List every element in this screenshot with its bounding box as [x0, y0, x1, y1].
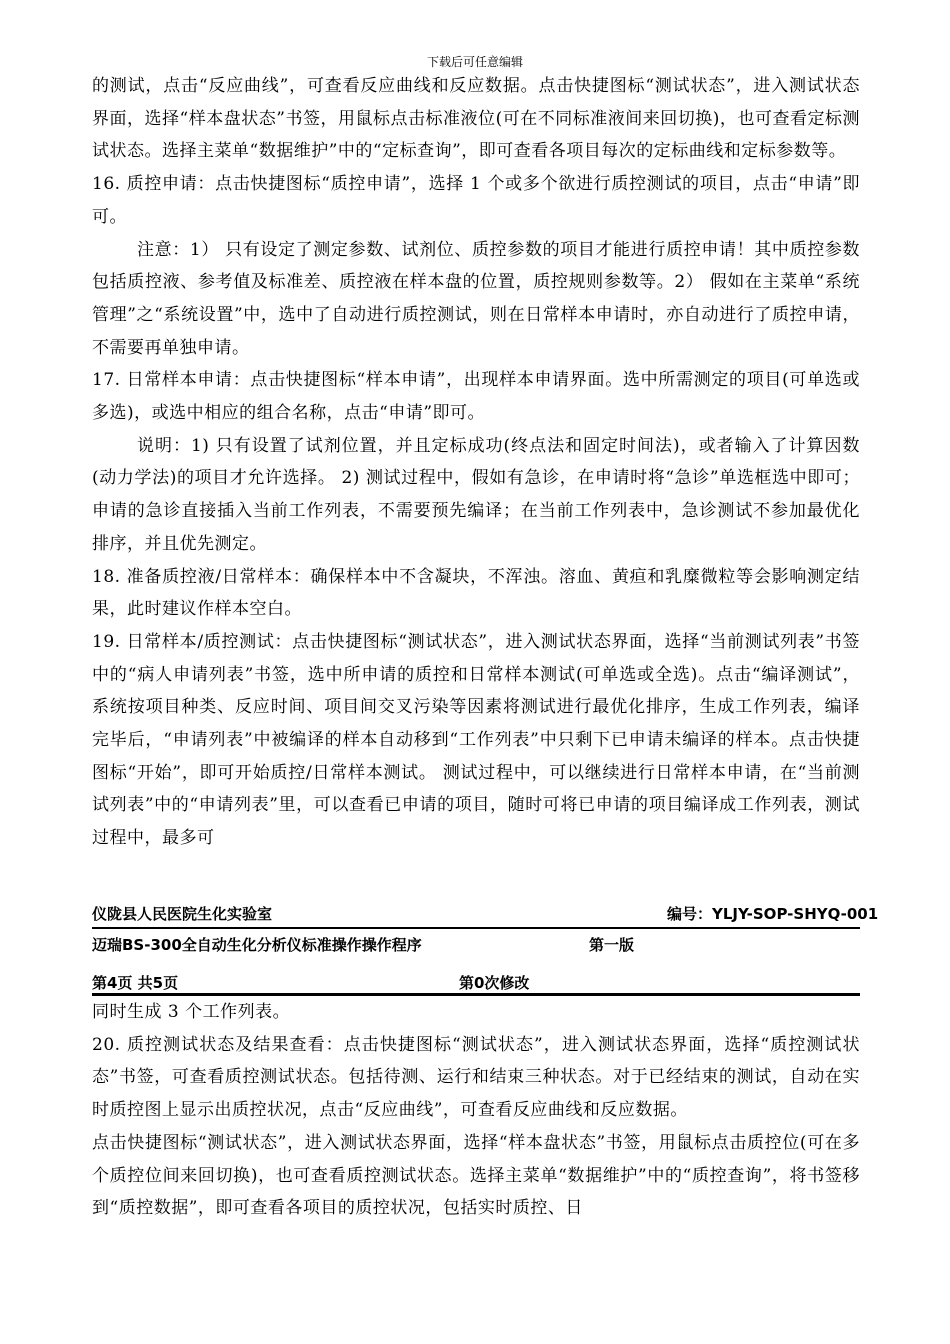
bottom-text-block	[92, 996, 860, 1225]
paragraph-17: 17. 日常样本申请：点击快捷图标“样本申请”，出现样本申请界面。选中所需测定的项目(可单选或多选)，或选中相应的组合名称，点击“申请”即可。	[92, 370, 860, 424]
paragraph-19: 19. 日常样本/质控测试：点击快捷图标“测试状态”，进入测试状态界面，选择“当前测试列表”书签中的“病人申请列表”书签，选中所申请的质控和日常样本测试(可单选或全选)。点击“编译测试”，系统按项目种类、反应时间、项目间交叉污染等因素将测试进行最优化排序，生成工作列表，编译完毕后，“申请列表”中被编译的样本自动移到“工作列表”中只剩下已申请未编译的样本。点击快捷图标“开始”，即可开始质控/日常样本测试。 测试过程中，可以继续进行日常样本申请，在“当前测试列表”中的“申请列表”里，可以查看已申请的项目，随时可将已申请的项目编译成工作列表，测试过程中，最多可	[92, 631, 860, 849]
paragraph-note-17: 说明：1) 只有设置了试剂位置，并且定标成功(终点法和固定时间法)，或者输入了计算因数(动力学法)的项目才允许选择。 2) 测试过程中，假如有急诊，在申请时将“急诊”单选框选中即可；申请的急诊直接插入当前工作列表，不需要预先编译；在当前工作列表中，急诊测试不参加最优化排序，并且优先测定。	[92, 435, 860, 554]
document-title: 迈瑞BS-300全自动生化分析仪标准操作操作程序	[92, 936, 422, 954]
paragraph-continued-2: 同时生成 3 个工作列表。	[92, 1002, 291, 1022]
paragraph-20-cont: 点击快捷图标“测试状态”，进入测试状态界面，选择“样本盘状态”书签，用鼠标点击质控位(可在多个质控位间来回切换)，也可查看质控测试状态。选择主菜单“数据维护”中的“质控查询”，将书签移到“质控数据”，即可查看各项目的质控状况，包括实时质控、日	[92, 1132, 860, 1219]
watermark: 下载后可任意编辑	[426, 55, 523, 69]
edition: 第一版	[589, 936, 635, 954]
page-info: 第4页 共5页	[92, 974, 179, 992]
paragraph-16: 16. 质控申请：点击快捷图标“质控申请”，选择 1 个或多个欲进行质控测试的项目，点击“申请”即可。	[92, 174, 860, 227]
paragraph-note-16: 注意：1） 只有设定了测定参数、试剂位、质控参数的项目才能进行质控申请！其中质控参数包括质控液、参考值及标准差、质控液在样本盘的位置，质控规则参数等。2） 假如在主菜单“系统管理”之“系统设置”中，选中了自动进行质控测试，则在日常样本申请时，亦自动进行了质控申请，不需要再单独申请。	[92, 239, 860, 358]
paragraph-continued: 的测试，点击“反应曲线”，可查看反应曲线和反应数据。点击快捷图标“测试状态”，进入测试状态界面，选择“样本盘状态”书签，用鼠标点击标准液位(可在不同标准液间来回切换)，也可查看定标测试状态。选择主菜单“数据维护”中的“定标查询”，即可查看各项目每次的定标曲线和定标参数等。	[92, 76, 860, 162]
header-rule	[92, 927, 860, 929]
paragraph-20: 20. 质控测试状态及结果查看：点击快捷图标“测试状态”，进入测试状态界面，选择“质控测试状态”书签，可查看质控测试状态。包括待测、运行和结束三种状态。对于已经结束的测试，自动在实时质控图上显示出质控状况，点击“反应曲线”，可查看反应曲线和反应数据。	[92, 1034, 860, 1121]
top-text-block	[92, 70, 860, 855]
revision: 第0次修改	[459, 974, 530, 992]
document-code: 编号：YLJY-SOP-SHYQ-001	[667, 905, 879, 923]
paragraph-18: 18. 准备质控液/日常样本：确保样本中不含凝块，不浑浊。溶血、黄疸和乳糜微粒等会影响测定结果，此时建议作样本空白。	[92, 566, 860, 620]
hospital-name: 仪陇县人民医院生化实验室	[92, 905, 273, 923]
